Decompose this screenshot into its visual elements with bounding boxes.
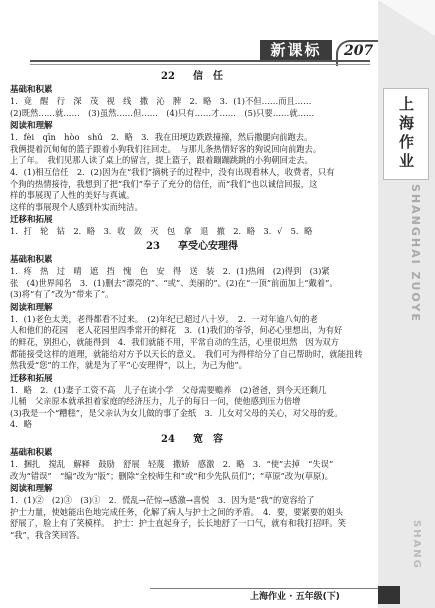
section-heading: 基础和积累: [10, 85, 53, 95]
side-pinyin-bottom: SHANG: [411, 520, 422, 570]
lesson-number: 23: [146, 240, 160, 252]
answer-line: 样的事展现了人性的美好与真诚。: [10, 190, 135, 201]
lesson-number: 22: [161, 71, 175, 82]
answer-line: 1．(1)② (2)③ (3)① 2．慌乱→茫惊→感激→喜悦 3．因为是“我”的宽容给了: [10, 495, 315, 506]
section-heading: 阅读和理解: [10, 302, 53, 313]
answer-line: 4．(1)相互信任 2．(2)因为在“我们”摘桃子的过程中，没有出现看林人，收费者，只有: [10, 166, 335, 177]
answer-line: 儿桶 父亲原本就承担着家庭的经济压力，儿子的每日一问，使他感到压力倍增: [10, 396, 301, 407]
answer-line: 护士力量，使她能出色地完成任务，化解了病人与护士之间的矛盾。 4．要，要紧要的姐头: [10, 506, 344, 517]
answer-content: [10, 68, 374, 580]
page-number: 207: [344, 43, 374, 59]
footer-marker: [378, 586, 400, 604]
answer-line: 张 (4)世界闻名 3．(1)删去“漂亮的”、“或”、美丽的”。(2)在“一顶”前面加上“戴着”。: [10, 277, 338, 288]
answer-line: (3)将“有了”改为“带来了”。: [10, 289, 114, 300]
lesson-title: [10, 70, 374, 83]
answer-line: 1．略 2．(1)妻子工资不高 儿子在读小学 父母需要赡养 (2)爸爸，到今天还剩几: [10, 384, 327, 395]
answer-line: 1．fèi qīn hòo shǔ 2．略 3．我在田埂边跌跌撞撞，然后撒腿向前跑去。: [10, 132, 313, 143]
answer-line: 个狗的热情接待，我想到了把“我们”奉子了充分的信任，而“我们”也以诚信回报，这: [10, 178, 318, 189]
side-pinyin: SHANGHAI ZUOYE: [409, 184, 422, 323]
answer-line: (2)既然……就…… (3)虽然……但…… (4)只有……才…… (5)只要……就……: [10, 107, 315, 118]
answer-line: “我”，我含笑回答。: [10, 530, 85, 541]
section-heading: 迁移和拓展: [10, 215, 53, 226]
header-rule: [30, 60, 370, 62]
answer-line: 这样的事展现个人感到朴实而纯洁。: [10, 201, 143, 212]
side-title: 上海作业: [383, 88, 429, 180]
answer-line: 然我爱“您”的工作，就是为了平“心安理得”，以上，为己为他”。: [10, 360, 247, 371]
section-heading: 阅读和理解: [10, 484, 53, 495]
header-rule-thin: [30, 64, 370, 65]
section-heading: 基础和积累: [10, 254, 53, 265]
side-strip-corner: [378, 0, 435, 36]
section-heading: 迁移和拓展: [10, 373, 53, 384]
lesson-title: [10, 433, 374, 446]
answer-line: 1．竟 醒 行 深 茂 视 线 撒 沁 脾 2．略 3．(1)不但……而且……: [10, 96, 312, 106]
answer-line: 的鲜花，别担心，就能得到 4．我们就能不用，平常自动的生活，心里很坦然 因为双方: [10, 336, 339, 347]
answer-line: (3)我是一个“糟糕”，是父亲认为女儿做的事了金纸 3．儿女对父母的关心，对父母的爱。: [10, 407, 343, 418]
series-badge: 新课标: [260, 40, 332, 60]
lesson-number: 24: [161, 434, 175, 446]
footer-rule: [150, 588, 378, 589]
answer-line: 1．捆扎 搅乱 解释 鼓励 舒展 轻蔑 撒娇 感激 2．略 3．“使”去掉 “失误”: [10, 459, 334, 470]
lesson-name: 宽 容: [192, 434, 223, 446]
answer-line: 上了年。 我们见那人读了桌上的留言，提上篮子，跟着蹦蹦跳跳的小狗朝回走去。: [10, 155, 313, 166]
section-heading: 基础和积累: [10, 448, 53, 459]
lesson-name: 信 任: [192, 71, 223, 82]
page-footer: [0, 580, 435, 608]
answer-line: 1．疼 热 过 晴 遮 挡 愧 色 安 得 送 装 2．(1)热闹 (2)得到 (3)紧: [10, 265, 330, 276]
lesson-title: [10, 240, 374, 253]
answer-line: 1．打 轮 钻 2．略 3．收 敛 灭 包 拿 退 撤 2．略 3．√ 5．略: [10, 226, 313, 237]
answer-line: 舒展了，脸上有了笑模样。 护士：护士直起身子，长长地舒了一口气，就有和我打招呼。笑: [10, 518, 347, 529]
section-heading: 阅读和理解: [10, 121, 53, 132]
lesson-name: 享受心安理得: [177, 240, 238, 252]
page-header: [0, 0, 435, 68]
answer-line: 4．略: [10, 419, 32, 430]
answer-line: 我俩提着沉甸甸的篮子跟着小狗我们往回走。 与那儿条热情好客的狗说回向前跑去。: [10, 143, 322, 154]
answer-line: 1．(1)老色太美，老得都看不过来。 (2)年纪已超过八十岁。 2．一对年逾八旬的老: [10, 313, 318, 324]
footer-text: 上海作业 · 五年级(下): [250, 592, 340, 602]
answer-line: 改为“错误” “编”改为“版”；删除“全校师生和”或“和少先队员们”；“草原”改为(草原)。: [10, 470, 333, 481]
answer-line: 都能接受这样的道理，就能给对方予以天长的意义。 我们可为得样给分了自己帮助时，就能扭转: [10, 348, 363, 359]
answer-line: 人和他们的花园 老人花园里四季常开的鲜花 3．(1)我们的爷爷，何必心里想出，为有好: [10, 325, 343, 336]
